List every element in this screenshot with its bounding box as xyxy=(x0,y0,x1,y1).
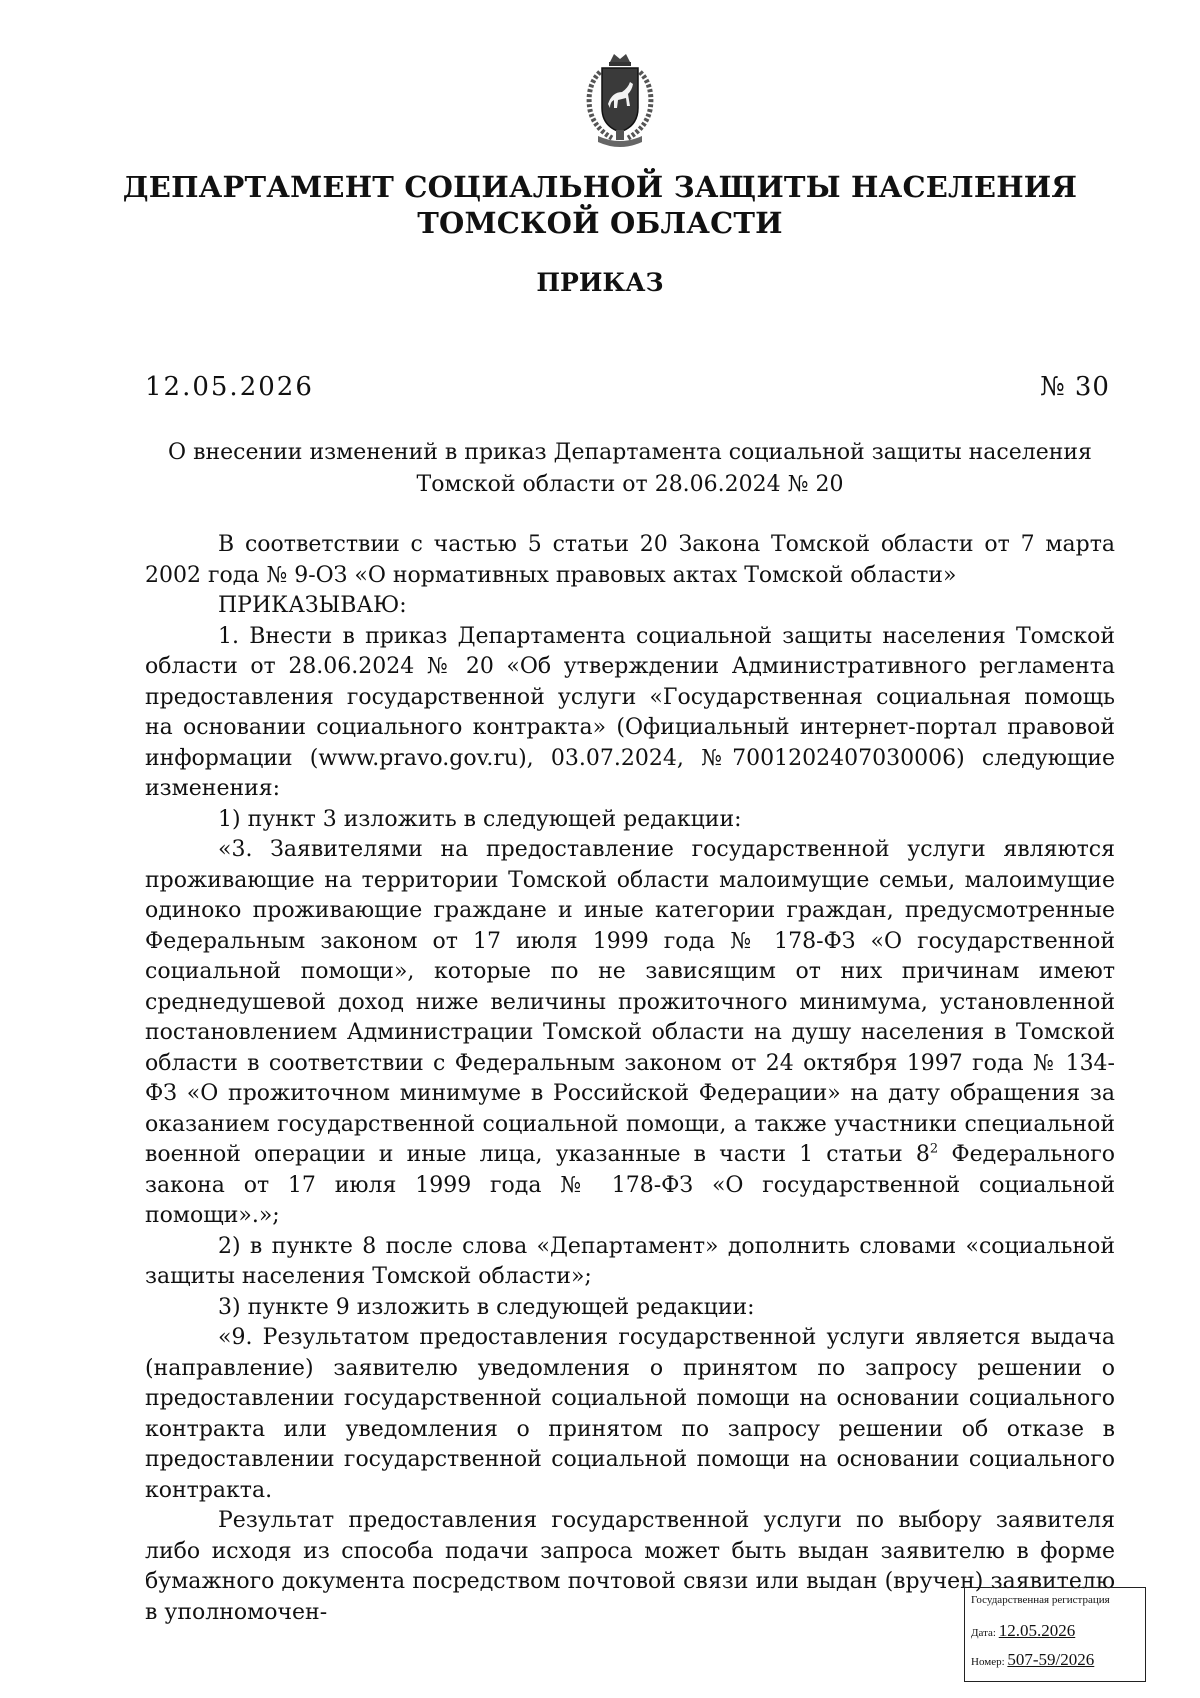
body-paragraph-point9: «9. Результатом предоставления государственной услуги является выдача (направление) заявителю уведомления о принятом по запросу решении о предоставлении государственной социальной помощи на основании социального контракта или уведомления о принятом по запросу решении об отказе в предоставлении государственной социальной помощи на основании социального контракта. xyxy=(145,1325,1115,1503)
document-number: № 30 xyxy=(1040,372,1110,402)
body-paragraph-order: ПРИКАЗЫВАЮ: xyxy=(218,593,407,618)
organization-name-line1: ДЕПАРТАМЕНТ СОЦИАЛЬНОЙ ЗАЩИТЫ НАСЕЛЕНИЯ xyxy=(122,170,1078,204)
organization-name-line2: ТОМСКОЙ ОБЛАСТИ xyxy=(417,206,783,240)
stamp-date-row xyxy=(971,1621,1075,1641)
point3-superscript: 2 xyxy=(929,1141,939,1157)
body-paragraph-sub3: 3) пункте 9 изложить в следующей редакции: xyxy=(218,1294,755,1320)
point3-text: «3. Заявителями на предоставление государственной услуги являются проживающие на территории Томской области малоимущие семьи, малоимущие одиноко проживающие граждане и иные категории граждан, предусмотренные Федеральным законом от 17 июля 1999 года № 178-ФЗ «О государственной социальной помощи», которые по не зависящим от них причинам имеют среднедушевой доход ниже величины прожиточного минимума, установленной постановлением Администрации Томской области на душу населения в Томской области в соответствии с Федеральным законом от 24 октября 1997 года № 134-ФЗ «О прожиточном минимуме в Российской Федерации» на дату обращения за оказанием государственной социальной помощи, а также участники специальной военной операции и иные лица, указанные в части 1 статьи 8 xyxy=(145,837,1115,1167)
registration-stamp xyxy=(964,1587,1146,1682)
point3-text-end: Федерального закона от 17 июля 1999 года № 178-ФЗ «О государственной социальной помощи».»; xyxy=(145,1142,1116,1228)
body-paragraph-item1: 1. Внести в приказ Департамента социальной защиты населения Томской области от 28.06.2024 № 20 «Об утверждении Административного регламента предоставления государственной услуги «Государственная социальная помощь на основании социального контракта» (Официальный интернет-портал правовой информации (www.pravo.gov.ru), 03.07.2024, №7001202407030006) следующие изменения: xyxy=(145,623,1115,801)
stamp-number-row xyxy=(971,1650,1094,1670)
stamp-number-value: 507-59/2026 xyxy=(1007,1650,1095,1669)
subject-line1: О внесении изменений в приказ Департамента социальной защиты населения xyxy=(168,440,1092,465)
stamp-date-label: Дата: xyxy=(971,1627,996,1639)
body-paragraph-sub1: 1) пункт 3 изложить в следующей редакции: xyxy=(218,806,742,832)
body-paragraph-sub2: 2) в пункте 8 после слова «Департамент» дополнить словами «социальной защиты населения Томской области»; xyxy=(145,1233,1115,1289)
document-type: ПРИКАЗ xyxy=(536,268,664,297)
subject-line2: Томской области от 28.06.2024 № 20 xyxy=(416,472,844,497)
stamp-title: Государственная регистрация xyxy=(971,1594,1110,1606)
document-body xyxy=(145,530,1115,1628)
stamp-number-label: Номер: xyxy=(971,1656,1005,1668)
body-paragraph-preamble: В соответствии с частью 5 статьи 20 Закона Томской области от 7 марта 2002 года № 9-ОЗ «О нормативных правовых актах Томской области» xyxy=(145,532,1115,588)
coat-of-arms-icon xyxy=(572,52,668,152)
body-paragraph-result: Результат предоставления государственной услуги по выбору заявителя либо исходя из способа подачи запроса может быть выдан заявителю в форме бумажного документа посредством почтовой связи или выдан (вручен) заявителю в уполномочен- xyxy=(145,1508,1115,1625)
body-paragraph-point3 xyxy=(145,835,1115,1232)
document-date: 12.05.2026 xyxy=(145,372,314,402)
stamp-date-value: 12.05.2026 xyxy=(998,1621,1076,1640)
